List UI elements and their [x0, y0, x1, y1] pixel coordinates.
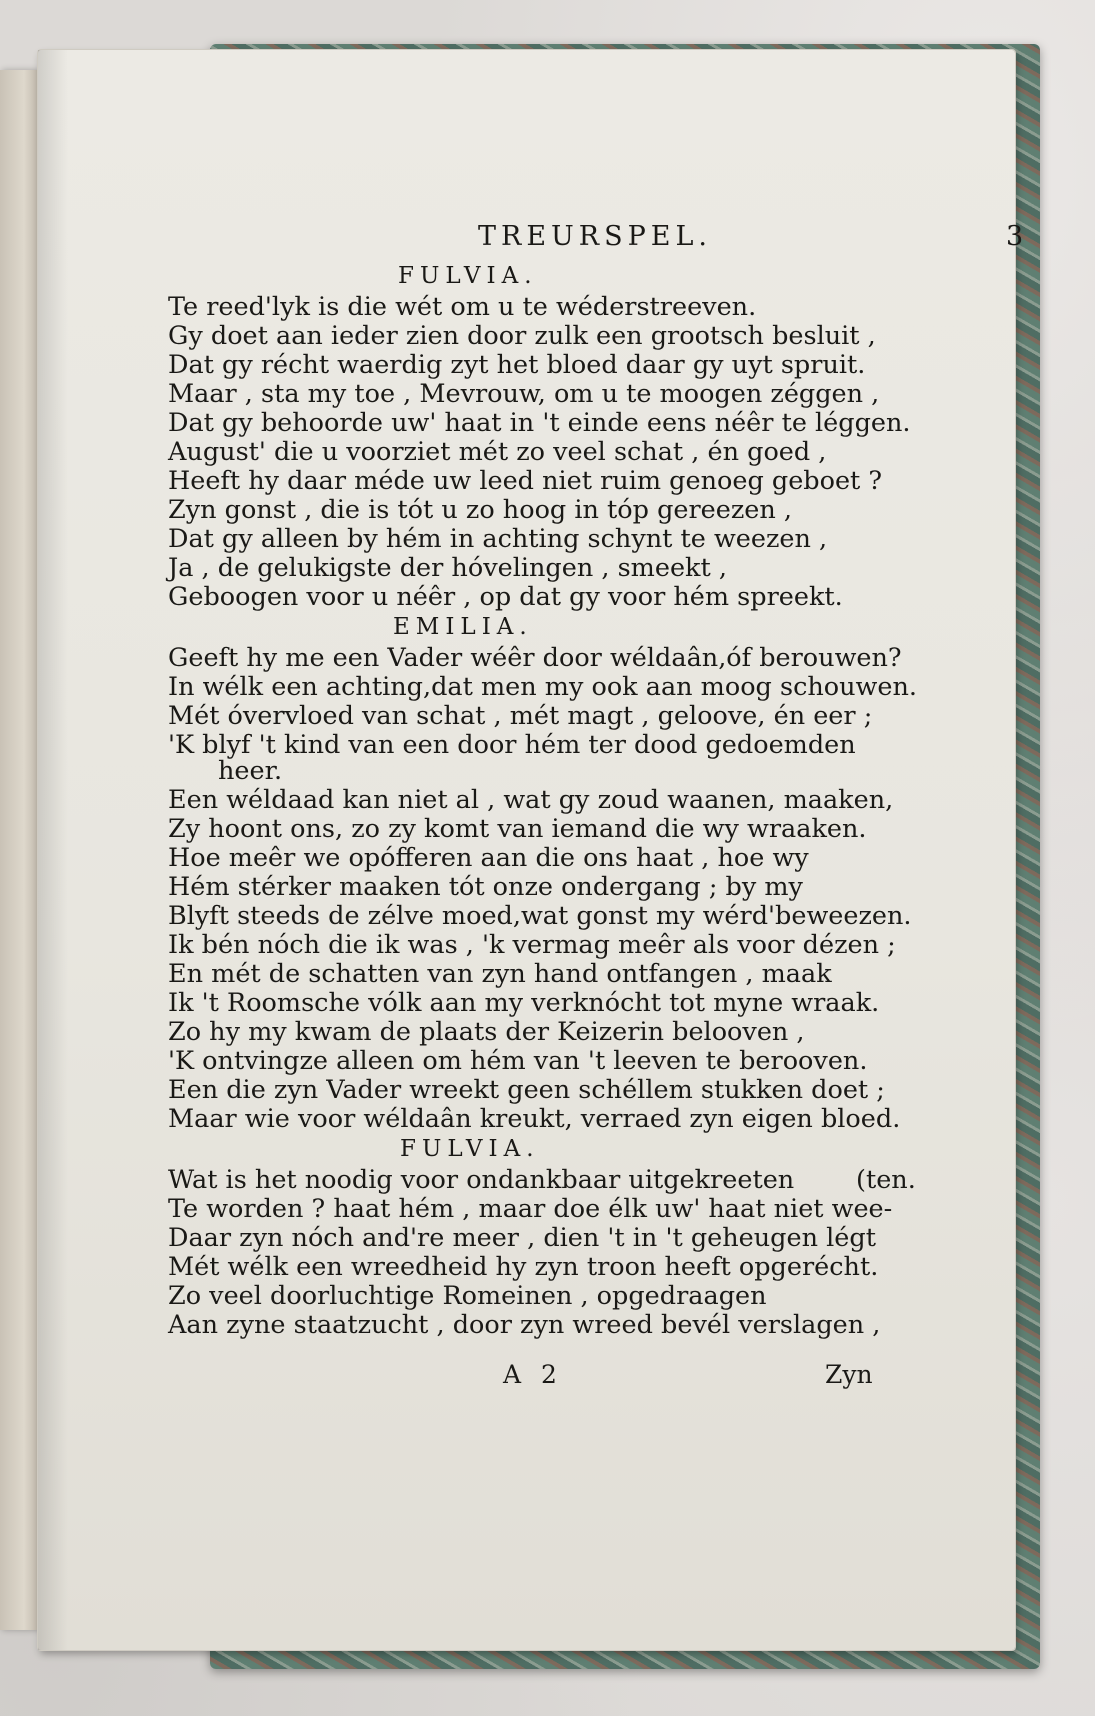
verse-line: Een die zyn Vader wreekt geen schéllem stukken doet ; [168, 1075, 885, 1105]
book-page [38, 50, 1024, 1650]
facing-page-edge [0, 70, 40, 1630]
verse-line: Geeft hy me een Vader wéêr door wéldaân,óf berouwen? [168, 643, 902, 673]
page-gutter-shadow [38, 50, 68, 1650]
verse-line: Mét óvervloed van schat , mét magt , geloove, én eer ; [168, 701, 873, 731]
verse-line: Ik bén nóch die ik was , 'k vermag meêr als voor dézen ; [168, 930, 896, 960]
verse-line: Maar wie voor wéldaân kreukt, verraed zyn eigen bloed. [168, 1104, 901, 1134]
verse-line: Aan zyne staatzucht , door zyn wreed bevél verslagen , [168, 1310, 881, 1340]
speaker-name: FULVIA. [400, 1136, 540, 1162]
verse-line: In wélk een achting,dat men my ook aan moog schouwen. [168, 672, 918, 702]
verse-line-runover: heer. [218, 756, 283, 786]
running-title: TREURSPEL. [478, 221, 713, 252]
verse-line: Wat is het noodig voor ondankbaar uitgekreeten [168, 1165, 795, 1195]
speaker-name: EMILIA. [393, 614, 533, 640]
verse-line: Maar , sta my toe , Mevrouw, om u te moogen zéggen , [168, 379, 880, 409]
verse-line: Zo veel doorluchtige Romeinen , opgedraagen [168, 1281, 767, 1311]
verse-line: Een wéldaad kan niet al , wat gy zoud waanen, maaken, [168, 785, 894, 815]
catchword: Zyn [825, 1360, 873, 1389]
verse-line: Gy doet aan ieder zien door zulk een grootsch besluit , [168, 321, 876, 351]
verse-line: 'K ontvingze alleen om hém van 't leeven te berooven. [168, 1046, 868, 1076]
signature-mark: A 2 [503, 1360, 563, 1389]
verse-line: Hém stérker maaken tót onze ondergang ; by my [168, 872, 803, 902]
verse-line: Te reed'lyk is die wét om u te wéderstreeven. [168, 292, 757, 322]
verse-line: Ik 't Roomsche vólk aan my verknócht tot myne wraak. [168, 988, 880, 1018]
verse-line: Hoe meêr we opófferen aan die ons haat , hoe wy [168, 843, 809, 873]
verse-line: Dat gy behoorde uw' haat in 't einde eens néêr te léggen. [168, 408, 911, 438]
verse-line: Blyft steeds de zélve moed,wat gonst my wérd'beweezen. [168, 901, 912, 931]
verse-line: Zy hoont ons, zo zy komt van iemand die wy wraaken. [168, 814, 867, 844]
verse-line: Geboogen voor u néêr , op dat gy voor hém spreekt. [168, 582, 843, 612]
verse-line: 'K blyf 't kind van een door hém ter dood gedoemden [168, 730, 856, 760]
verse-line: Zo hy my kwam de plaats der Keizerin belooven , [168, 1017, 805, 1047]
verse-line: Mét wélk een wreedheid hy zyn troon heeft opgerécht. [168, 1252, 879, 1282]
verse-line: Dat gy récht waerdig zyt het bloed daar gy uyt spruit. [168, 350, 866, 380]
verse-line: Zyn gonst , die is tót u zo hoog in tóp gereezen , [168, 495, 793, 525]
verse-line: Te worden ? haat hém , maar doe élk uw' haat niet wee- [168, 1194, 893, 1224]
turnover-text: (ten. [856, 1165, 916, 1195]
verse-line: Ja , de gelukigste der hóvelingen , smeekt , [168, 553, 727, 583]
verse-line: Dat gy alleen by hém in achting schynt te weezen , [168, 524, 828, 554]
speaker-name: FULVIA. [398, 263, 538, 289]
page-number: 3 [1006, 221, 1024, 252]
verse-line: Heeft hy daar méde uw leed niet ruim genoeg geboet ? [168, 466, 883, 496]
verse-line: Daar zyn nóch and're meer , dien 't in 't geheugen légt [168, 1223, 876, 1253]
verse-line: En mét de schatten van zyn hand ontfangen , maak [168, 959, 832, 989]
verse-line: August' die u voorziet mét zo veel schat , én goed , [168, 437, 827, 467]
